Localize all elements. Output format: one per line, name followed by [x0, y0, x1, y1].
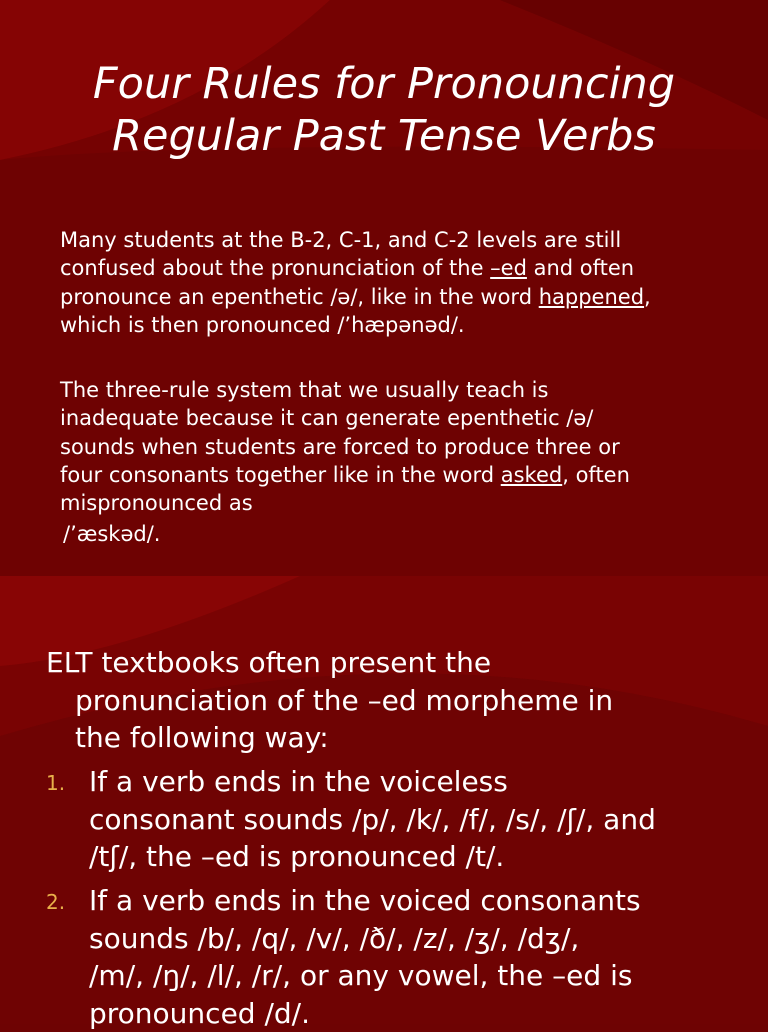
- intro-line-1: ELT textbooks often present the: [46, 644, 746, 682]
- rule1-line-1: If a verb ends in the voiceless: [89, 763, 656, 801]
- title-line-1: Four Rules for Pronouncing: [0, 58, 768, 110]
- para1-line-2: [60, 254, 740, 282]
- para2-line-5: mispronounced as: [60, 489, 740, 517]
- rule-number-2: 2.: [46, 890, 86, 914]
- asked-link[interactable]: asked: [501, 463, 562, 487]
- para2-line-4: [60, 461, 740, 489]
- ed-link[interactable]: –ed: [490, 256, 527, 280]
- rule-text-1: [89, 763, 656, 876]
- rule2-line-2: sounds /b/, /q/, /v/, /ð/, /z/, /ʒ/, /dʒ/,: [89, 920, 641, 958]
- rule2-line-3: /m/, /ŋ/, /l/, /r/, or any vowel, the –ed is: [89, 957, 641, 995]
- para2-line-3: sounds when students are forced to produce three or: [60, 433, 740, 461]
- para2-line-4-start: four consonants together like in the word: [60, 463, 501, 487]
- para1-line-4: which is then pronounced /’hæpənəd/.: [60, 311, 740, 339]
- rule1-line-3: /tʃ/, the –ed is pronounced /t/.: [89, 838, 656, 876]
- para1-line-2-end: and often: [527, 256, 634, 280]
- para1-line-3-start: pronounce an epenthetic /ə/, like in the word: [60, 285, 539, 309]
- rule2-line-1: If a verb ends in the voiced consonants: [89, 882, 641, 920]
- paragraph-three-rule-system: [60, 376, 740, 517]
- rule-text-2: [89, 882, 641, 1032]
- para2-line-2: inadequate because it can generate epenthetic /ə/: [60, 404, 740, 432]
- para1-line-3-end: ,: [644, 285, 651, 309]
- paragraph-epenthesis: [60, 226, 740, 339]
- para1-line-3: [60, 283, 740, 311]
- rule2-line-4: pronounced /d/.: [89, 995, 641, 1032]
- rule-number-1: 1.: [46, 771, 86, 795]
- title-line-2: Regular Past Tense Verbs: [0, 110, 768, 162]
- asked-transcription: /’æskəd/.: [63, 520, 743, 548]
- rule1-line-2: consonant sounds /p/, /k/, /f/, /s/, /ʃ/, and: [89, 801, 656, 839]
- para2-line-1: The three-rule system that we usually teach is: [60, 376, 740, 404]
- intro-text: [46, 644, 746, 757]
- happened-link[interactable]: happened: [539, 285, 644, 309]
- para1-line-1: Many students at the B-2, C-1, and C-2 levels are still: [60, 226, 740, 254]
- intro-line-3: the following way:: [46, 719, 746, 757]
- intro-line-2: pronunciation of the –ed morpheme in: [46, 682, 746, 720]
- slide-title: [0, 58, 768, 162]
- para2-line-4-end: , often: [562, 463, 630, 487]
- para1-line-2-start: confused about the pronunciation of the: [60, 256, 490, 280]
